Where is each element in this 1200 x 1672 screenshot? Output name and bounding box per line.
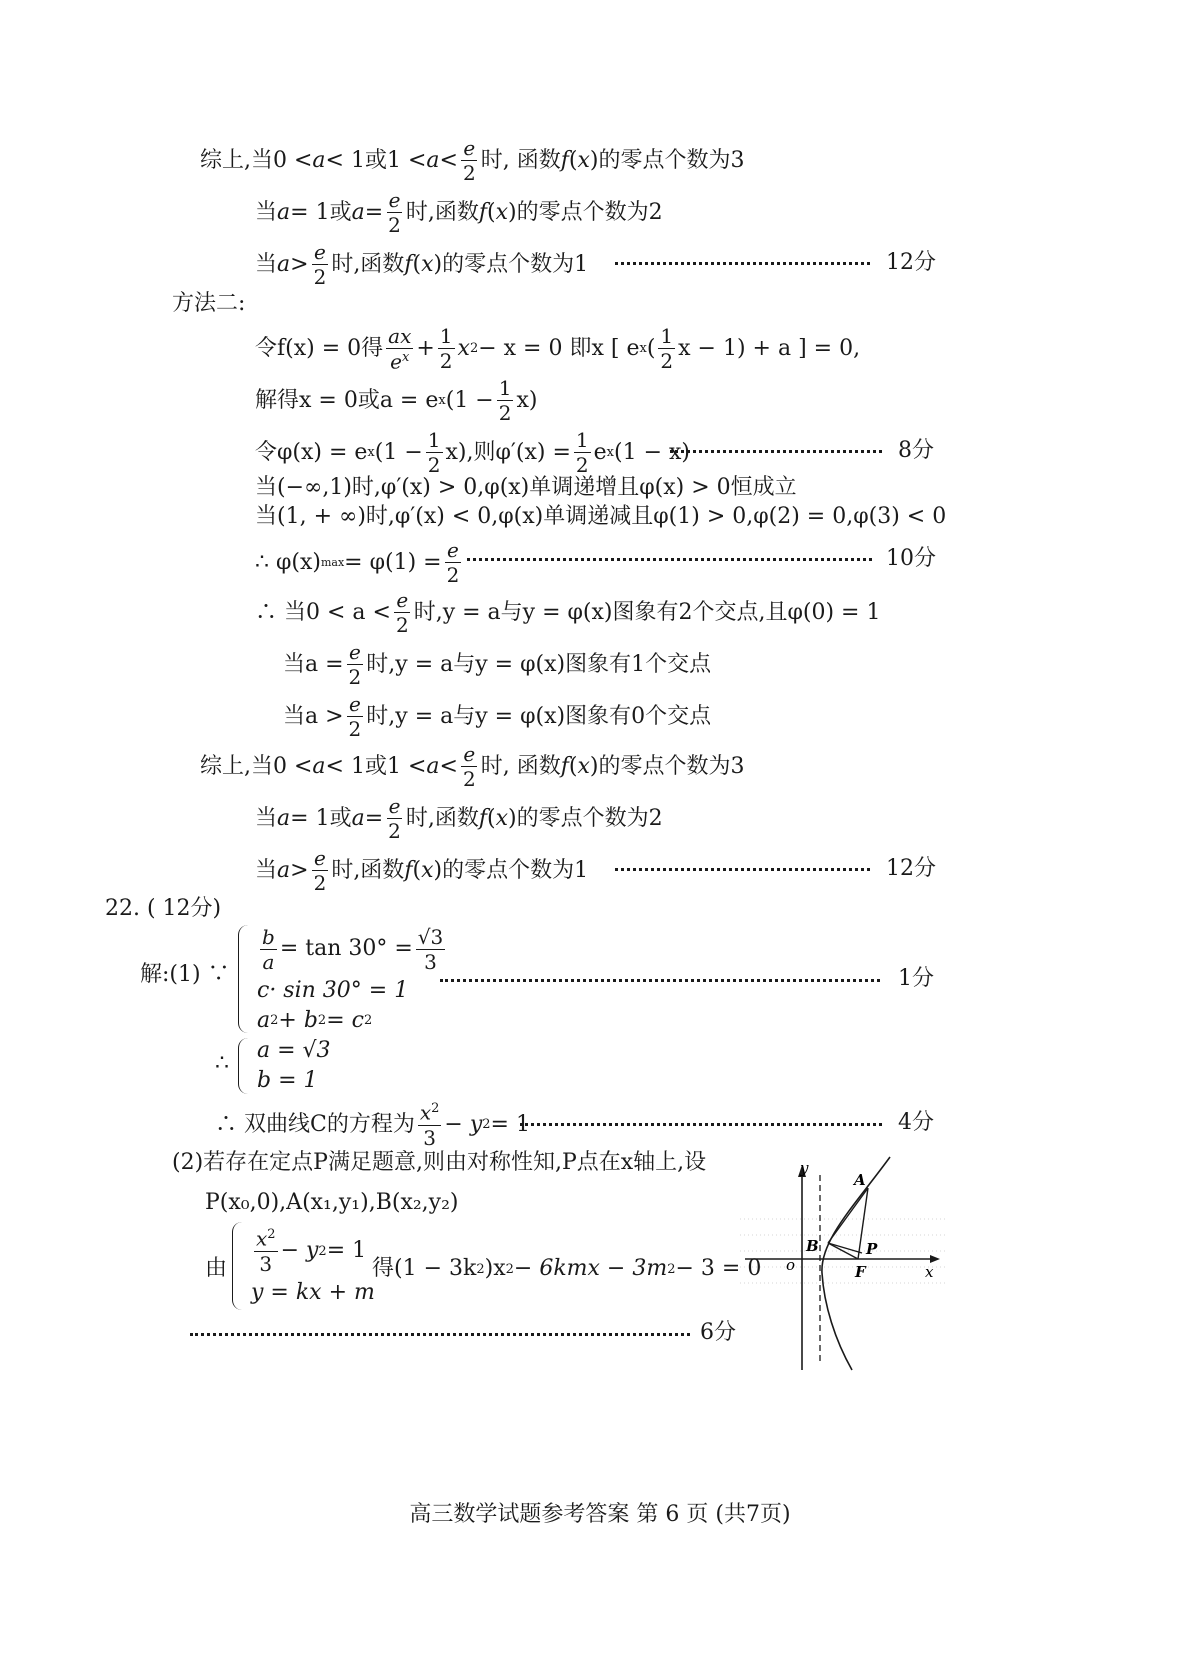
question-22-title: 22. ( 12分) [105, 896, 222, 921]
result-row: a = √3 [257, 1038, 331, 1063]
equation-row: y = kx + m [251, 1279, 375, 1305]
fraction: $\frac{e}{2}$ [395, 588, 409, 637]
part2-intro: (2)若存在定点P满足题意,则由对称性知,P点在x轴上,设 [172, 1150, 707, 1175]
dot-leader [467, 552, 872, 561]
condition-row: $\frac{b}{a}$ = tan 30° = $\frac{√3}{3}$ [262, 924, 444, 974]
score-label: 10分 [886, 546, 936, 571]
dot-leader [440, 973, 880, 982]
fraction: $\frac{x^2}{3}$ [419, 1100, 440, 1150]
system-prefix: 由 [205, 1256, 228, 1281]
method2-row2: 解得x = 0或a = e x (1 − $\frac{1}{2}$ x) [255, 376, 538, 425]
brace [238, 925, 251, 1033]
result-system [238, 1038, 331, 1094]
fraction: $\frac{e}{2}$ [348, 640, 362, 689]
brace [238, 1038, 251, 1094]
therefore-symbol: ∴ [215, 1051, 229, 1076]
summary2-line2: 当 a = 1或 a = $\frac{e}{2}$ 时,函数 f ( x )的零点个数为2 [255, 794, 663, 843]
fraction: $\frac{1}{2}$ [498, 376, 512, 425]
equation-row: $\frac{x^2}{3}$ − y 2 = 1 [256, 1226, 367, 1276]
part2-points: P(x₀,0),A(x₁,y₁),B(x₂,y₂) [205, 1190, 459, 1215]
fraction: $\frac{1}{2}$ [427, 428, 441, 477]
method2-row8: 当a = $\frac{e}{2}$ 时,y = a与y = φ(x)图象有1个交点 [283, 640, 712, 689]
condition-row: a 2 + b 2 = c 2 [257, 1007, 373, 1033]
label-A: A [854, 1171, 866, 1189]
label-x: x [925, 1263, 934, 1281]
summary2-line3: 当 a > $\frac{e}{2}$ 时,函数 f ( x )的零点个数为1 [255, 846, 589, 895]
fraction: $\frac{e}{2}$ [348, 692, 362, 741]
label-F: F [855, 1263, 866, 1281]
fraction: $\frac{e}{2}$ [462, 742, 476, 791]
summary1-line2: 当 a = 1或 a = $\frac{e}{2}$ 时,函数 f ( x )的零点个数为2 [255, 188, 663, 237]
method2-row4: 当(−∞,1)时,φ′(x) > 0,φ(x)单调递增且φ(x) > 0恒成立 [255, 475, 797, 500]
fraction: $\frac{e}{2}$ [313, 846, 327, 895]
summary1-line3: 当 a > $\frac{e}{2}$ 时,函数 f ( x )的零点个数为1 [255, 240, 589, 289]
summary1-line1: 综上,当0 < a < 1或1 < a < $\frac{e}{2}$ 时, 函数 f ( x )的零点个数为3 [200, 136, 745, 185]
score-label: 1分 [898, 966, 934, 991]
fraction: $\frac{e}{2}$ [462, 136, 476, 185]
fraction: $\frac{b}{a}$ [262, 924, 275, 974]
score-label: 12分 [886, 250, 936, 275]
summary2-line1: 综上,当0 < a < 1或1 < a < $\frac{e}{2}$ 时, 函数 f ( x )的零点个数为3 [200, 742, 745, 791]
method2-title: 方法二: [172, 291, 246, 316]
fraction: $\frac{1}{2}$ [575, 428, 589, 477]
label-o: o [786, 1256, 796, 1274]
score-label: 6分 [700, 1320, 736, 1345]
dot-leader [670, 444, 882, 453]
method2-row7: ∴ 当0 < a < $\frac{e}{2}$ 时,y = a与y = φ(x)图象有2个交点,且φ(0) = 1 [255, 588, 881, 637]
method2-row6: ∴ φ(x) max = φ(1) = $\frac{e}{2}$ [255, 538, 460, 587]
condition-system [238, 925, 448, 1033]
brace [232, 1222, 245, 1310]
page-footer: 高三数学试题参考答案 第 6 页 (共7页) [409, 1502, 791, 1527]
method2-row1: 令f(x) = 0得 $\frac{ax}{e^x}$ + $\frac{1}{2}$ x 2 − x = 0 即x [ e x ( $\frac{1}{2}$ x − 1) + a ] = 0, [255, 324, 861, 374]
method2-row5: 当(1, + ∞)时,φ′(x) < 0,φ(x)单调递减且φ(1) > 0,φ(2) = 0,φ(3) < 0 [255, 504, 947, 529]
x-axis-arrow-icon [930, 1255, 940, 1263]
solution-label: 解:(1) ∵ [140, 962, 230, 987]
equation-system [232, 1222, 375, 1310]
fraction: $\frac{1}{2}$ [660, 324, 674, 374]
fraction: $\frac{e}{2}$ [313, 240, 327, 289]
fraction: $\frac{e}{2}$ [446, 538, 460, 587]
label-y: y [800, 1159, 809, 1177]
dot-leader [190, 1327, 690, 1336]
label-P: P [866, 1240, 878, 1258]
method2-row9: 当a > $\frac{e}{2}$ 时,y = a与y = φ(x)图象有0个交点 [283, 692, 712, 741]
fraction: $\frac{e}{2}$ [388, 794, 401, 843]
score-label: 4分 [898, 1110, 934, 1135]
hyperbola-figure [740, 1155, 945, 1375]
fraction: $\frac{x^2}{3}$ [256, 1226, 276, 1276]
fraction: $\frac{√3}{3}$ [417, 924, 444, 974]
label-B: B [806, 1237, 819, 1255]
score-label: 8分 [898, 438, 934, 463]
method2-row3: 令φ(x) = e x (1 − $\frac{1}{2}$ x),则φ′(x) = $\frac{1}{2}$ e x (1 − x) [255, 428, 691, 477]
fraction: $\frac{e}{2}$ [388, 188, 401, 237]
dot-leader [615, 256, 870, 265]
fraction: $\frac{1}{2}$ [439, 324, 453, 374]
result-row: b = 1 [257, 1068, 318, 1093]
dot-leader [520, 1117, 882, 1126]
hyperbola-equation: ∴ 双曲线C的方程为 $\frac{x^2}{3}$ − y 2 = 1 [215, 1100, 530, 1150]
score-label: 12分 [886, 856, 936, 881]
quadratic-result: 得(1 − 3k 2 )x 2 − 6kmx − 3m 2 − 3 = 0 [372, 1256, 762, 1281]
dot-leader [615, 862, 870, 871]
condition-row: c· sin 30° = 1 [257, 977, 409, 1003]
fraction: $\frac{ax}{e^x}$ [388, 324, 412, 374]
